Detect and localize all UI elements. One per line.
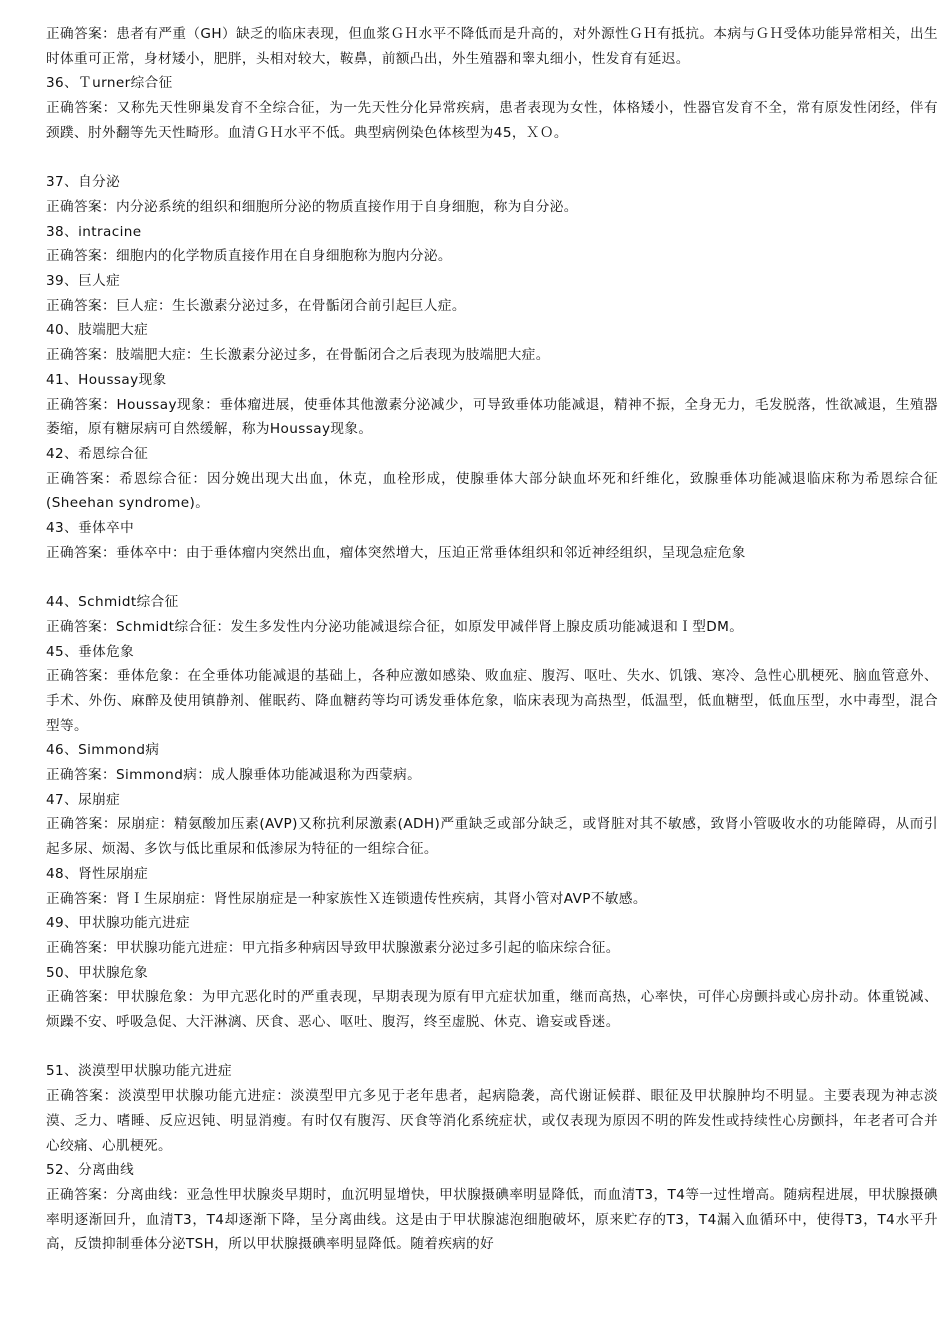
blank-line	[46, 146, 938, 171]
entry-47	[46, 788, 938, 862]
entry-title: 37、自分泌	[46, 174, 121, 191]
entry-41	[46, 368, 938, 442]
entry-title: 44、Schmidt综合征	[46, 594, 179, 611]
entry-answer: 正确答案：希恩综合征：因分娩出现大出血，休克，血栓形成，使腺垂体大部分缺血坏死和纤维化，致腺垂体功能减退临床称为希恩综合征(Sheehan syndrome)。	[46, 470, 938, 512]
entry-51	[46, 1059, 938, 1158]
entry-answer: 正确答案：分离曲线：亚急性甲状腺炎早期时，血沉明显增快，甲状腺摄碘率明显降低，而血清T3，T4等一过性增高。随病程进展，甲状腺摄碘率明逐渐回升，血清T3，T4却逐渐下降，呈分离曲线。这是由于甲状腺滤泡细胞破坏，原来贮存的T3，T4漏入血循环中，使得T3，T4水平升高，反馈抑制垂体分泌TSH，所以甲状腺摄碘率明显降低。随着疾病的好	[46, 1187, 938, 1253]
entry-46	[46, 738, 938, 787]
entry-answer: 正确答案：垂体危象：在全垂体功能减退的基础上，各种应激如感染、败血症、腹泻、呕吐、失水、饥饿、寒冷、急性心肌梗死、脑血管意外、手术、外伤、麻醉及使用镇静剂、催眠药、降血糖药等均可诱发垂体危象，临床表现为高热型，低温型，低血糖型，低血压型，水中毒型，混合型等。	[46, 668, 938, 734]
document-page	[46, 22, 938, 1257]
entry-35-continued	[46, 22, 938, 71]
entry-title: 48、肾性尿崩症	[46, 865, 149, 882]
entry-answer: 正确答案：Simmond病：成人腺垂体功能减退称为西蒙病。	[46, 767, 422, 784]
entry-45	[46, 640, 938, 739]
entry-52	[46, 1158, 938, 1257]
entry-36	[46, 71, 938, 145]
entry-answer: 正确答案：肾Ｉ生尿崩症：肾性尿崩症是一种家族性Ｘ连锁遗传性疾病，其肾小管对AVP不敏感。	[46, 890, 647, 907]
entry-38	[46, 220, 938, 269]
entry-title: 51、淡漠型甲状腺功能亢进症	[46, 1063, 233, 1080]
entry-answer: 正确答案：患者有严重（GH）缺乏的临床表现，但血浆ＧＨ水平不降低而是升高的，对外源性ＧＨ有抵抗。本病与ＧＨ受体功能异常相关，出生时体重可正常，身材矮小，肥胖，头相对较大，鞍鼻，前额凸出，外生殖器和睾丸细小，性发育有延迟。	[46, 26, 938, 67]
entry-answer: 正确答案：Houssay现象：垂体瘤进展，使垂体其他激素分泌减少，可导致垂体功能减退，精神不振，全身无力，毛发脱落，性欲减退，生殖器萎缩，原有糖尿病可自然缓解，称为Houssay现象。	[46, 396, 938, 438]
entry-42	[46, 442, 938, 516]
entry-answer: 正确答案：甲状腺危象：为甲亢恶化时的严重表现，早期表现为原有甲亢症状加重，继而高热，心率快，可伴心房颤抖或心房扑动。体重锐减、烦躁不安、呼吸急促、大汗淋漓、厌食、恶心、呕吐、腹泻，终至虚脱、休克、谵妄或昏迷。	[46, 989, 938, 1031]
entry-title: 47、尿崩症	[46, 791, 121, 808]
entry-answer: 正确答案：巨人症：生长激素分泌过多，在骨骺闭合前引起巨人症。	[46, 297, 466, 314]
entry-answer: 正确答案：尿崩症：精氨酸加压素(AVP)又称抗利尿激素(ADH)严重缺乏或部分缺乏，或肾脏对其不敏感，致肾小管吸收水的功能障碍，从而引起多尿、烦渴、多饮与低比重尿和低渗尿为特征的一组综合征。	[46, 816, 938, 858]
entry-49	[46, 911, 938, 960]
entry-title: 43、垂体卒中	[46, 520, 135, 537]
entry-title: 41、Houssay现象	[46, 371, 167, 388]
entry-39	[46, 269, 938, 318]
entry-43	[46, 516, 938, 565]
entry-50	[46, 961, 938, 1035]
blank-line	[46, 1035, 938, 1060]
blank-line	[46, 565, 938, 590]
entry-answer: 正确答案：细胞内的化学物质直接作用在自身细胞称为胞内分泌。	[46, 248, 452, 265]
entry-answer: 正确答案：淡漠型甲状腺功能亢进症：淡漠型甲亢多见于老年患者，起病隐袭，高代谢证候群、眼征及甲状腺肿均不明显。主要表现为神志淡漠、乏力、嗜睡、反应迟钝、明显消瘦。有时仅有腹泻、厌食等消化系统症状，或仅表现为原因不明的阵发性或持续性心房颤抖，年老者可合并心绞痛、心肌梗死。	[46, 1088, 938, 1154]
entry-title: 46、Simmond病	[46, 742, 160, 759]
entry-44	[46, 590, 938, 639]
entry-40	[46, 318, 938, 367]
entry-answer: 正确答案：肢端肥大症：生长激素分泌过多，在骨骺闭合之后表现为肢端肥大症。	[46, 347, 550, 364]
entry-title: 38、intracine	[46, 223, 142, 240]
entry-answer: 正确答案：Schmidt综合征：发生多发性内分泌功能减退综合征，如原发甲减伴肾上腺皮质功能减退和Ｉ型DM。	[46, 618, 744, 635]
entry-title: 50、甲状腺危象	[46, 964, 149, 981]
entry-answer: 正确答案：内分泌系统的组织和细胞所分泌的物质直接作用于自身细胞，称为自分泌。	[46, 198, 578, 215]
entry-answer: 正确答案：又称先天性卵巢发育不全综合征，为一先天性分化异常疾病，患者表现为女性，体格矮小，性器官发育不全，常有原发性闭经，伴有颈蹼、肘外翻等先天性畸形。血清ＧＨ水平不低。典型病例染色体核型为45，ＸＯ。	[46, 100, 938, 141]
entry-title: 42、希恩综合征	[46, 445, 149, 462]
entry-title: 52、分离曲线	[46, 1162, 135, 1179]
entry-title: 49、甲状腺功能亢进症	[46, 915, 191, 932]
entry-37	[46, 170, 938, 219]
entry-answer: 正确答案：垂体卒中：由于垂体瘤内突然出血，瘤体突然增大，压迫正常垂体组织和邻近神经组织，呈现急症危象	[46, 544, 746, 561]
entry-answer: 正确答案：甲状腺功能亢进症：甲亢指多种病因导致甲状腺激素分泌过多引起的临床综合征。	[46, 939, 620, 956]
entry-title: 40、肢端肥大症	[46, 322, 149, 339]
entry-title: 45、垂体危象	[46, 643, 135, 660]
entry-48	[46, 862, 938, 911]
entry-title: 39、巨人症	[46, 273, 121, 290]
entry-title: 36、Ｔurner综合征	[46, 75, 173, 92]
